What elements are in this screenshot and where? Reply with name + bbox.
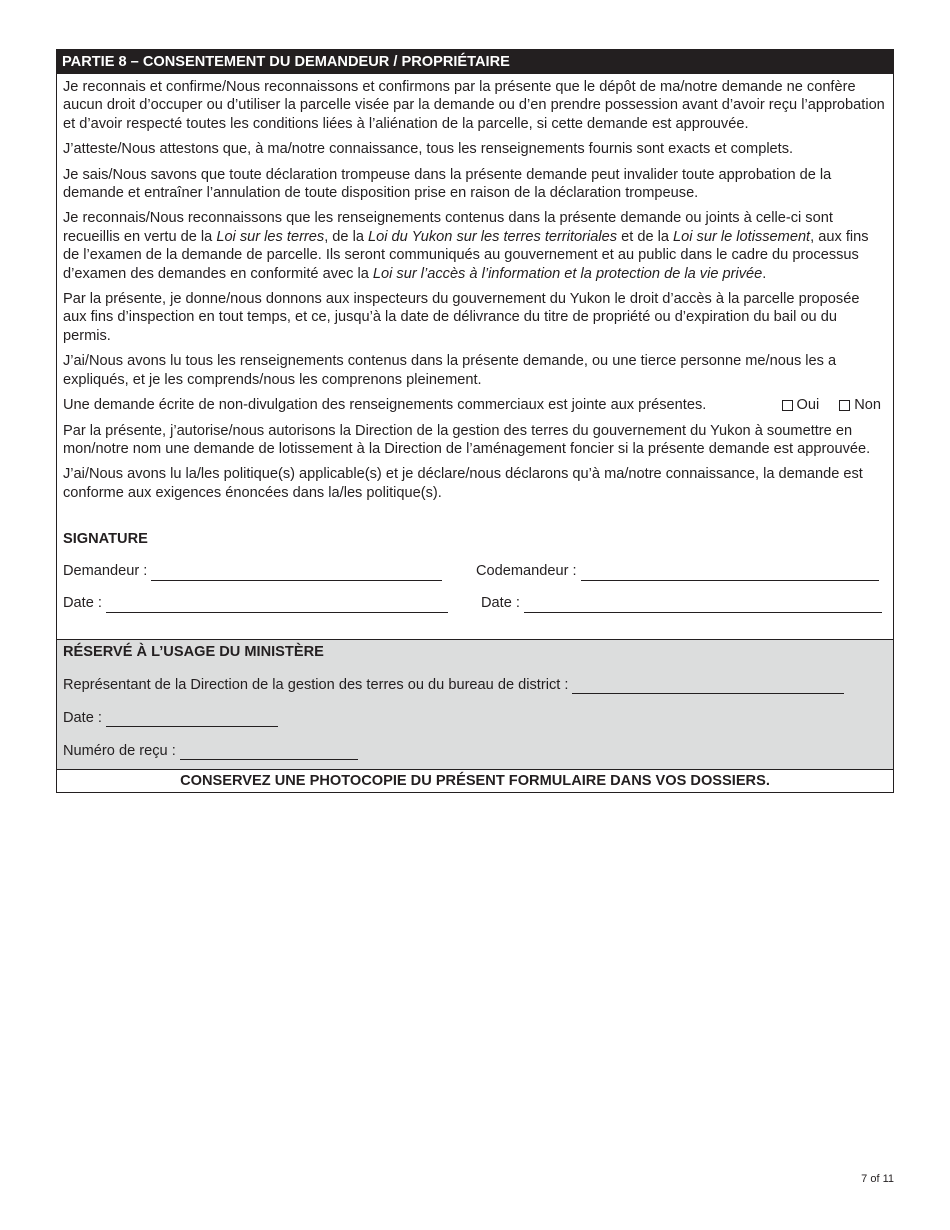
checkbox-oui[interactable]: Oui [782,396,820,414]
office-date-field: Date : [63,709,887,727]
representative-line[interactable] [572,680,844,694]
photocopy-notice: CONSERVEZ UNE PHOTOCOPIE DU PRÉSENT FORMULAIRE DANS VOS DOSSIERS. [57,769,893,792]
consent-paragraph: Par la présente, j’autorise/nous autorisons la Direction de la gestion des terres du gouvernement du Yukon à soumettre en mon/notre nom une demande de lotissement à la Direction de l’aménagement foncier si la présente demande est approuvée. [63,422,871,457]
consent-paragraph-privacy: Je reconnais/Nous reconnaissons que les renseignements contenus dans la présente demande ou joints à celle-ci sont recueillis en vertu de la Loi sur les terres, de la Loi du Yukon sur les terres territoriales et de la Loi sur le lotissement, aux fins de l’examen de la demande de parcelle. Ils seront communiqués au gouvernement et au public dans le cadre du processus d’examen des demandes en conformité avec la Loi sur l’accès à l’information et la protection de la vie privée. [63,210,869,282]
checkbox-non[interactable]: Non [839,396,881,414]
non-disclosure-text: Une demande écrite de non-divulgation des renseignements commerciaux est jointe aux présentes. [63,397,707,414]
section-title: PARTIE 8 – CONSENTEMENT DU DEMANDEUR / PROPRIÉTAIRE [57,50,893,74]
office-use-section [57,639,893,769]
applicant-signature-line[interactable] [151,567,442,581]
consent-paragraph: J’ai/Nous avons lu tous les renseignements contenus dans la présente demande, ou une tierce personne me/nous les a expliqués, et je les comprends/nous les comprenons pleinement. [63,353,837,388]
consent-paragraph: Je sais/Nous savons que toute déclaration trompeuse dans la présente demande peut invalider toute approbation de la demande et entraîner l’annulation de toute disposition prise en raison de la déclaration trompeuse. [63,166,832,202]
consent-paragraph: Par la présente, je donne/nous donnons aux inspecteurs du gouvernement du Yukon le droit d’accès à la parcelle proposée aux fins d’inspection en tout temps, et ce, jusqu’à la date de délivrance du titre de propriété ou d’expiration du bail ou du permis. [63,291,860,344]
representative-field: Représentant de la Direction de la gestion des terres ou du bureau de district : [63,676,887,694]
signature-row-dates [63,595,887,613]
page-number: 7 of 11 [861,1173,894,1185]
receipt-number-field: Numéro de reçu : [63,742,887,760]
consent-form [56,49,894,793]
office-use-title: RÉSERVÉ À L’USAGE DU MINISTÈRE [63,643,324,660]
checkbox-square-icon[interactable] [782,400,793,411]
consent-paragraph: J’atteste/Nous attestons que, à ma/notre connaissance, tous les renseignements fournis sont exacts et complets. [63,141,794,158]
consent-paragraph: J’ai/Nous avons lu la/les politique(s) applicable(s) et je déclare/nous déclarons qu’à ma/notre connaissance, la demande est conforme aux exigences énoncées dans la/les politique(s). [63,466,863,501]
coapplicant-field: Codemandeur : [476,563,879,581]
applicant-date-field: Date : [63,595,481,613]
checkbox-square-icon[interactable] [839,400,850,411]
coapplicant-date-field: Date : [481,595,882,613]
receipt-number-line[interactable] [180,746,358,760]
non-disclosure-line [63,396,887,414]
signature-row-names [63,563,887,581]
consent-paragraph: Je reconnais et confirme/Nous reconnaissons et confirmons par la présente que le dépôt de ma/notre demande ne confère aucun droit d’occuper ou d’utiliser la parcelle visée par la demande ou d’en prendre possession avant d’avoir reçu l’approbation et d’avoir respecté toutes les conditions liées à l’aliénation de la parcelle, si cette demande est approuvée. [63,79,885,132]
consent-body [57,74,893,613]
coapplicant-date-line[interactable] [524,599,882,613]
applicant-field: Demandeur : [63,563,476,581]
office-date-line[interactable] [106,713,278,727]
signature-title: SIGNATURE [63,531,148,548]
applicant-date-line[interactable] [106,599,448,613]
coapplicant-signature-line[interactable] [581,567,879,581]
